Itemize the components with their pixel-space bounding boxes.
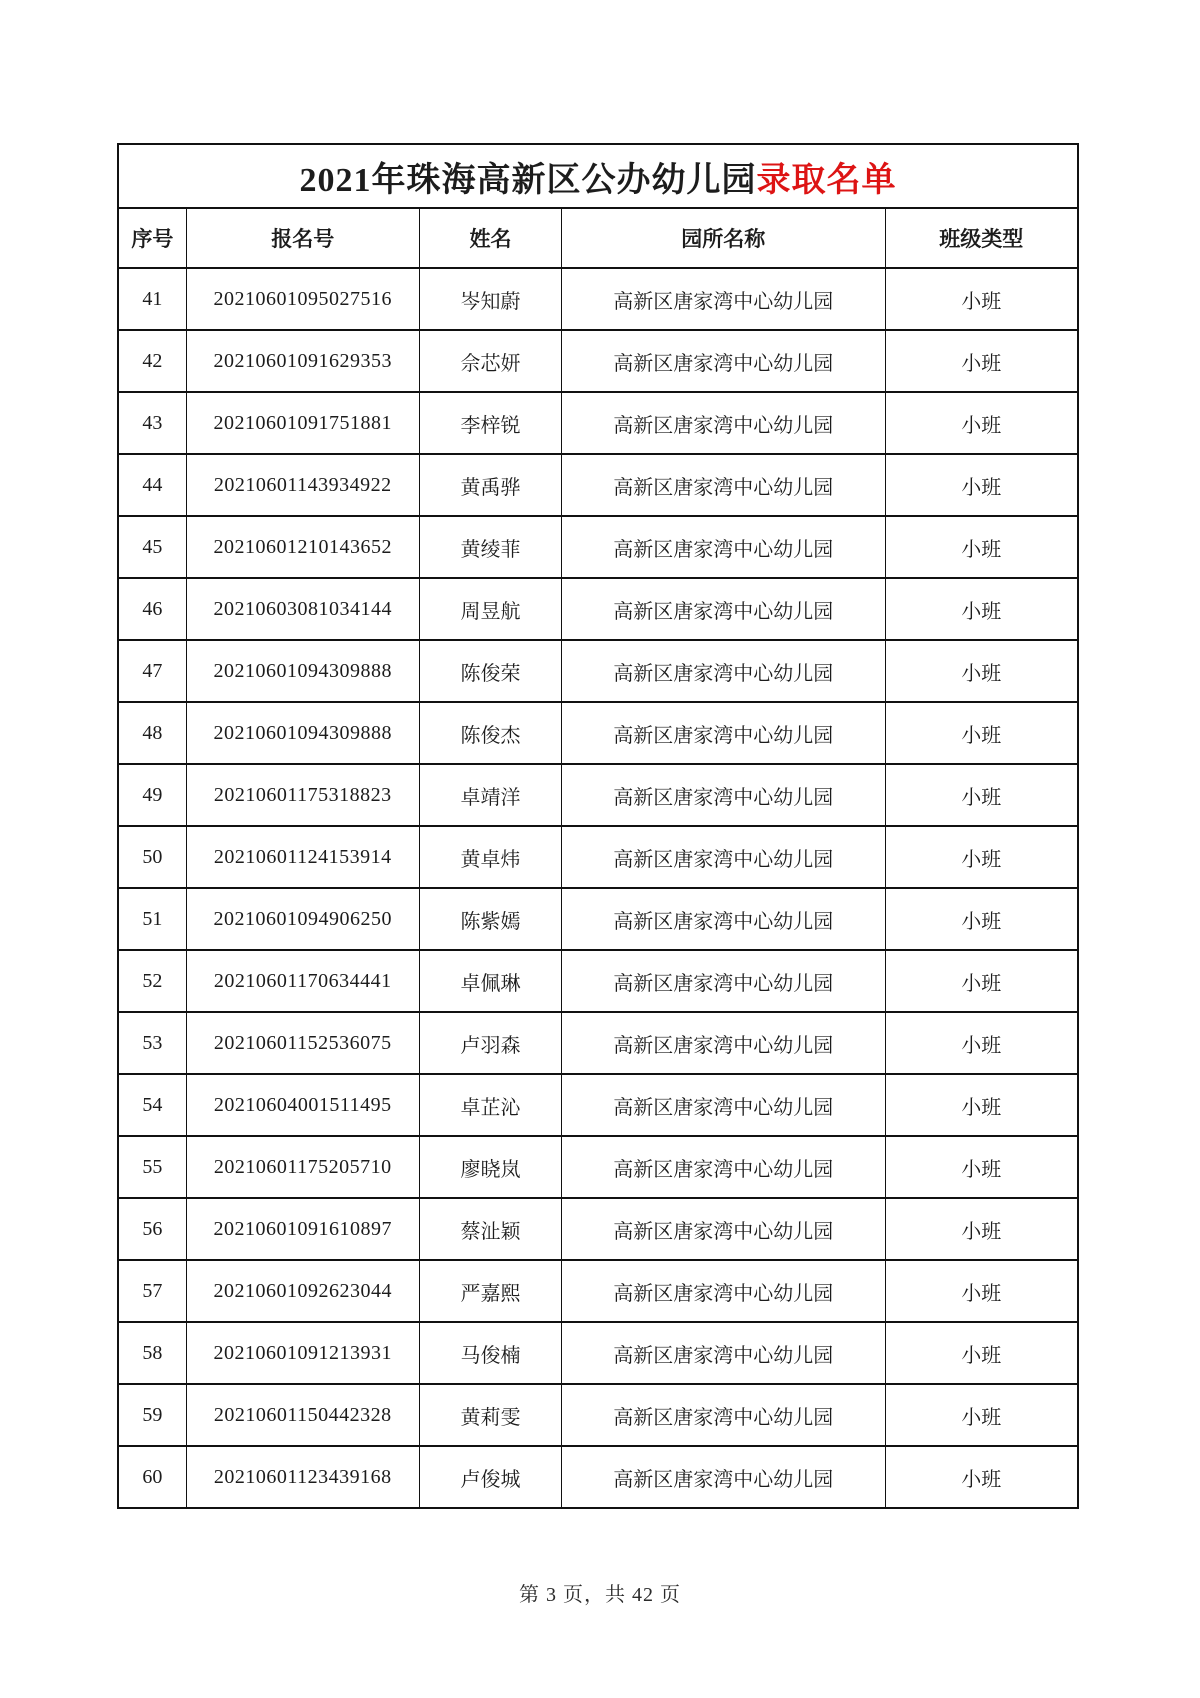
page-number-footer: 第 3 页，共 42 页 xyxy=(519,1584,681,1606)
table-row xyxy=(118,268,1078,330)
student-name-cell: 陈紫嫣 xyxy=(419,888,561,950)
student-name-cell: 陈俊荣 xyxy=(419,640,561,702)
registration-no-cell: 20210604001511495 xyxy=(186,1074,419,1136)
class-type-cell: 小班 xyxy=(885,702,1078,764)
row-index-cell: 44 xyxy=(118,454,186,516)
class-type-cell: 小班 xyxy=(885,950,1078,1012)
registration-no-cell: 20210601150442328 xyxy=(186,1384,419,1446)
registration-no-cell: 20210601094309888 xyxy=(186,702,419,764)
table-row xyxy=(118,764,1078,826)
page-title-red: 录取名单 xyxy=(756,161,897,199)
student-name-cell: 卢俊城 xyxy=(419,1446,561,1508)
kindergarten-name-cell: 高新区唐家湾中心幼儿园 xyxy=(562,950,886,1012)
row-index-cell: 56 xyxy=(118,1198,186,1260)
table-header-row xyxy=(118,208,1078,268)
student-name-cell: 岑知蔚 xyxy=(419,268,561,330)
kindergarten-name-cell: 高新区唐家湾中心幼儿园 xyxy=(562,330,886,392)
table-row xyxy=(118,578,1078,640)
student-name-cell: 佘芯妍 xyxy=(419,330,561,392)
col-header-registration-no: 报名号 xyxy=(186,208,419,268)
table-row xyxy=(118,1322,1078,1384)
kindergarten-name-cell: 高新区唐家湾中心幼儿园 xyxy=(562,1074,886,1136)
registration-no-cell: 20210601095027516 xyxy=(186,268,419,330)
col-header-kindergarten: 园所名称 xyxy=(562,208,886,268)
col-header-index: 序号 xyxy=(118,208,186,268)
registration-no-cell: 20210601123439168 xyxy=(186,1446,419,1508)
class-type-cell: 小班 xyxy=(885,888,1078,950)
student-name-cell: 蔡沚颖 xyxy=(419,1198,561,1260)
kindergarten-name-cell: 高新区唐家湾中心幼儿园 xyxy=(562,268,886,330)
registration-no-cell: 20210601094309888 xyxy=(186,640,419,702)
row-index-cell: 58 xyxy=(118,1322,186,1384)
kindergarten-name-cell: 高新区唐家湾中心幼儿园 xyxy=(562,1322,886,1384)
table-row xyxy=(118,516,1078,578)
registration-no-cell: 20210601091751881 xyxy=(186,392,419,454)
table-row xyxy=(118,392,1078,454)
student-name-cell: 马俊楠 xyxy=(419,1322,561,1384)
row-index-cell: 52 xyxy=(118,950,186,1012)
class-type-cell: 小班 xyxy=(885,1136,1078,1198)
row-index-cell: 46 xyxy=(118,578,186,640)
row-index-cell: 50 xyxy=(118,826,186,888)
kindergarten-name-cell: 高新区唐家湾中心幼儿园 xyxy=(562,392,886,454)
registration-no-cell: 20210603081034144 xyxy=(186,578,419,640)
student-name-cell: 卓芷沁 xyxy=(419,1074,561,1136)
table-body xyxy=(118,268,1078,1508)
kindergarten-name-cell: 高新区唐家湾中心幼儿园 xyxy=(562,888,886,950)
row-index-cell: 47 xyxy=(118,640,186,702)
kindergarten-name-cell: 高新区唐家湾中心幼儿园 xyxy=(562,826,886,888)
class-type-cell: 小班 xyxy=(885,640,1078,702)
registration-no-cell: 20210601092623044 xyxy=(186,1260,419,1322)
registration-no-cell: 20210601091610897 xyxy=(186,1198,419,1260)
table-title-row xyxy=(118,144,1078,208)
table-row xyxy=(118,1198,1078,1260)
row-index-cell: 57 xyxy=(118,1260,186,1322)
kindergarten-name-cell: 高新区唐家湾中心幼儿园 xyxy=(562,764,886,826)
row-index-cell: 53 xyxy=(118,1012,186,1074)
student-name-cell: 黄绫菲 xyxy=(419,516,561,578)
page-title xyxy=(118,144,1078,208)
registration-no-cell: 20210601124153914 xyxy=(186,826,419,888)
class-type-cell: 小班 xyxy=(885,454,1078,516)
registration-no-cell: 20210601143934922 xyxy=(186,454,419,516)
student-name-cell: 黄禹骅 xyxy=(419,454,561,516)
kindergarten-name-cell: 高新区唐家湾中心幼儿园 xyxy=(562,1446,886,1508)
class-type-cell: 小班 xyxy=(885,826,1078,888)
row-index-cell: 43 xyxy=(118,392,186,454)
page-title-black: 2021年珠海高新区公办幼儿园 xyxy=(299,161,757,199)
row-index-cell: 60 xyxy=(118,1446,186,1508)
class-type-cell: 小班 xyxy=(885,1198,1078,1260)
table-row xyxy=(118,330,1078,392)
table-row xyxy=(118,640,1078,702)
row-index-cell: 54 xyxy=(118,1074,186,1136)
table-row xyxy=(118,702,1078,764)
table-row xyxy=(118,454,1078,516)
row-index-cell: 51 xyxy=(118,888,186,950)
registration-no-cell: 20210601175318823 xyxy=(186,764,419,826)
class-type-cell: 小班 xyxy=(885,268,1078,330)
kindergarten-name-cell: 高新区唐家湾中心幼儿园 xyxy=(562,1384,886,1446)
row-index-cell: 48 xyxy=(118,702,186,764)
registration-no-cell: 20210601091213931 xyxy=(186,1322,419,1384)
kindergarten-name-cell: 高新区唐家湾中心幼儿园 xyxy=(562,1260,886,1322)
registration-no-cell: 20210601094906250 xyxy=(186,888,419,950)
row-index-cell: 55 xyxy=(118,1136,186,1198)
table-row xyxy=(118,888,1078,950)
registration-no-cell: 20210601170634441 xyxy=(186,950,419,1012)
registration-no-cell: 20210601210143652 xyxy=(186,516,419,578)
student-name-cell: 李梓锐 xyxy=(419,392,561,454)
table-row xyxy=(118,1012,1078,1074)
student-name-cell: 卓佩琳 xyxy=(419,950,561,1012)
row-index-cell: 45 xyxy=(118,516,186,578)
kindergarten-name-cell: 高新区唐家湾中心幼儿园 xyxy=(562,1198,886,1260)
registration-no-cell: 20210601152536075 xyxy=(186,1012,419,1074)
kindergarten-name-cell: 高新区唐家湾中心幼儿园 xyxy=(562,454,886,516)
student-name-cell: 周昱航 xyxy=(419,578,561,640)
admission-table-container xyxy=(117,143,1079,1509)
class-type-cell: 小班 xyxy=(885,578,1078,640)
class-type-cell: 小班 xyxy=(885,1384,1078,1446)
class-type-cell: 小班 xyxy=(885,392,1078,454)
table-row xyxy=(118,1074,1078,1136)
table-row xyxy=(118,950,1078,1012)
class-type-cell: 小班 xyxy=(885,1446,1078,1508)
student-name-cell: 卓靖洋 xyxy=(419,764,561,826)
col-header-name: 姓名 xyxy=(419,208,561,268)
student-name-cell: 陈俊杰 xyxy=(419,702,561,764)
row-index-cell: 42 xyxy=(118,330,186,392)
row-index-cell: 59 xyxy=(118,1384,186,1446)
student-name-cell: 严嘉熙 xyxy=(419,1260,561,1322)
class-type-cell: 小班 xyxy=(885,1260,1078,1322)
table-row xyxy=(118,1446,1078,1508)
kindergarten-name-cell: 高新区唐家湾中心幼儿园 xyxy=(562,578,886,640)
table-row xyxy=(118,1136,1078,1198)
table-row xyxy=(118,1384,1078,1446)
student-name-cell: 廖晓岚 xyxy=(419,1136,561,1198)
kindergarten-name-cell: 高新区唐家湾中心幼儿园 xyxy=(562,640,886,702)
class-type-cell: 小班 xyxy=(885,516,1078,578)
kindergarten-name-cell: 高新区唐家湾中心幼儿园 xyxy=(562,1136,886,1198)
row-index-cell: 41 xyxy=(118,268,186,330)
kindergarten-name-cell: 高新区唐家湾中心幼儿园 xyxy=(562,1012,886,1074)
class-type-cell: 小班 xyxy=(885,330,1078,392)
admission-table xyxy=(117,143,1079,1509)
class-type-cell: 小班 xyxy=(885,1012,1078,1074)
row-index-cell: 49 xyxy=(118,764,186,826)
class-type-cell: 小班 xyxy=(885,1322,1078,1384)
registration-no-cell: 20210601091629353 xyxy=(186,330,419,392)
class-type-cell: 小班 xyxy=(885,1074,1078,1136)
student-name-cell: 卢羽森 xyxy=(419,1012,561,1074)
student-name-cell: 黄卓炜 xyxy=(419,826,561,888)
col-header-class-type: 班级类型 xyxy=(885,208,1078,268)
table-row xyxy=(118,1260,1078,1322)
table-row xyxy=(118,826,1078,888)
kindergarten-name-cell: 高新区唐家湾中心幼儿园 xyxy=(562,702,886,764)
student-name-cell: 黄莉雯 xyxy=(419,1384,561,1446)
class-type-cell: 小班 xyxy=(885,764,1078,826)
registration-no-cell: 20210601175205710 xyxy=(186,1136,419,1198)
kindergarten-name-cell: 高新区唐家湾中心幼儿园 xyxy=(562,516,886,578)
